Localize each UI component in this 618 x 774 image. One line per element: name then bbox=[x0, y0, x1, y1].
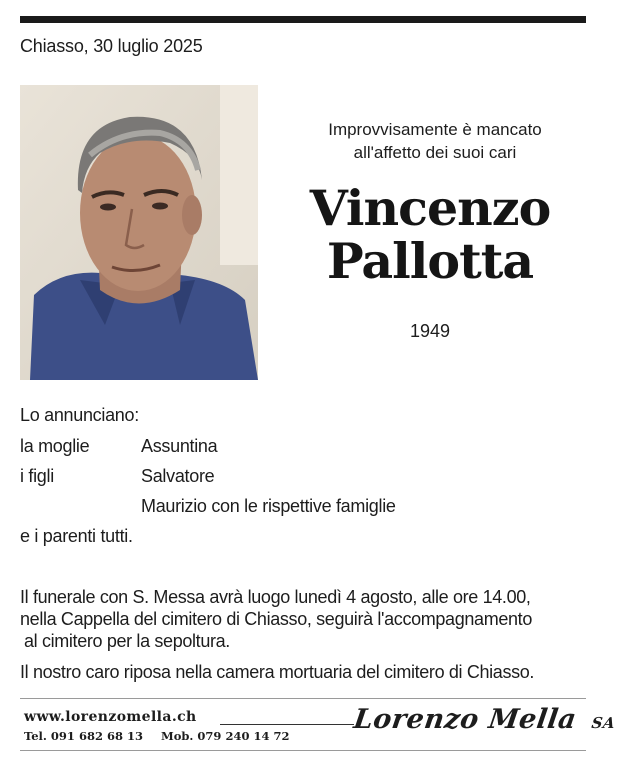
brand-name: Lorenzo Mella bbox=[351, 704, 579, 735]
rest-note: Il nostro caro riposa nella camera mortuaria del cimitero di Chiasso. bbox=[20, 662, 535, 682]
relative-names: Maurizio con le rispettive famiglie bbox=[141, 496, 396, 516]
intro-text bbox=[290, 118, 580, 164]
deceased-portrait-photo bbox=[20, 85, 258, 380]
funeral-home-brand bbox=[352, 704, 618, 735]
relative-names: Assuntina bbox=[141, 436, 218, 456]
footer-underline bbox=[220, 724, 354, 725]
footer-divider-bottom bbox=[20, 750, 586, 751]
relative-relation: la moglie bbox=[20, 436, 90, 456]
place-date: Chiasso, 30 luglio 2025 bbox=[20, 36, 203, 56]
footer-divider-top bbox=[20, 698, 586, 699]
relative-names: Salvatore bbox=[141, 466, 215, 486]
birth-year: 1949 bbox=[409, 321, 451, 341]
intro-line-1: Improvvisamente è mancato bbox=[328, 120, 542, 139]
funeral-line-1: Il funerale con S. Messa avrà luogo lunedì 4 agosto, alle ore 14.00, bbox=[20, 587, 531, 607]
first-name: Vincenzo bbox=[309, 179, 551, 237]
website-link[interactable]: www.lorenzomella.ch bbox=[24, 709, 197, 725]
intro-line-2: all'affetto dei suoi cari bbox=[353, 143, 517, 162]
mobile-number: Mob. 079 240 14 72 bbox=[160, 729, 290, 743]
announcement-heading: Lo annunciano: bbox=[20, 405, 139, 425]
funeral-details bbox=[20, 586, 532, 652]
relative-relation: i figli bbox=[20, 466, 54, 486]
last-name: Pallotta bbox=[326, 232, 534, 290]
contact-numbers bbox=[24, 729, 289, 743]
phone-number: Tel. 091 682 68 13 bbox=[24, 729, 143, 743]
funeral-line-3: al cimitero per la sepoltura. bbox=[24, 631, 230, 651]
top-border-bar bbox=[20, 16, 586, 23]
announcement-closing: e i parenti tutti. bbox=[20, 526, 133, 546]
deceased-name bbox=[280, 179, 580, 290]
funeral-line-2: nella Cappella del cimitero di Chiasso, seguirà l'accompagnamento bbox=[20, 609, 532, 629]
brand-suffix: SA bbox=[590, 714, 617, 732]
